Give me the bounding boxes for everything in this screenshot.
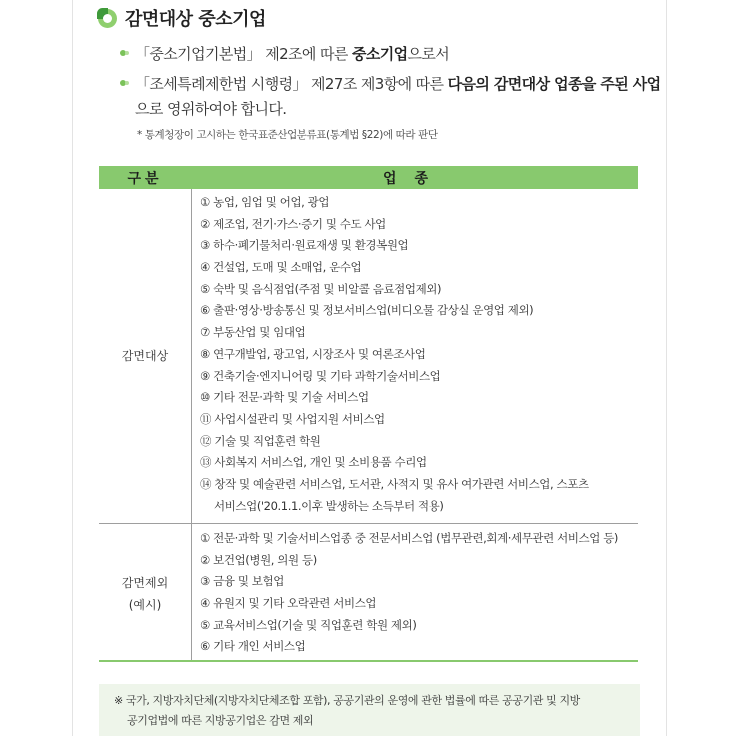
header-category: 구분 — [127, 170, 163, 187]
list-item: ③ 금융 및 보험업 — [200, 574, 284, 589]
requirement-bullet-2 — [120, 72, 661, 97]
list-item: ② 제조업, 전기·가스·증기 및 수도 사업 — [200, 216, 386, 231]
content-frame-right-border — [666, 0, 667, 736]
table-header — [99, 166, 638, 189]
table-bottom-border — [99, 660, 638, 662]
list-item: ⑩ 기타 전문·과학 및 기술 서비스업 — [200, 390, 369, 405]
bullet-dot-icon — [120, 50, 129, 56]
list-item: ④ 건설업, 도매 및 소매업, 운수업 — [200, 260, 362, 275]
list-item: ⑭ 창작 및 예술관련 서비스업, 도서관, 사적지 및 유사 여가관련 서비스업, 스포츠 — [200, 476, 589, 491]
list-item: ⑤ 교육서비스업(기술 및 직업훈련 학원 제외) — [200, 617, 417, 632]
list-item: ⑪ 사업시설관리 및 사업지원 서비스업 — [200, 411, 385, 426]
bullet-1-text: 「중소기업기본법」 제2조에 따른 — [135, 45, 352, 63]
list-item-continuation: 서비스업('20.1.1.이후 발생하는 소득부터 적용) — [214, 498, 444, 513]
classification-note: * 통계청장이 고시하는 한국표준산업분류표(통계법 §22)에 따라 판단 — [137, 129, 438, 141]
bullet-2-text: 「조세특례제한법 시행령」 제27조 제3항에 따른 — [135, 75, 448, 93]
bullet-2-text-line2: 으로 영위하여야 합니다. — [135, 100, 287, 118]
list-item: ⑤ 숙박 및 음식점업(주점 및 비알콜 음료점업제외) — [200, 281, 442, 296]
list-item: ⑧ 연구개발업, 광고업, 시장조사 및 여론조사업 — [200, 346, 426, 361]
exclusion-footnote — [99, 684, 640, 736]
section-title — [98, 6, 266, 30]
list-item: ⑥ 출판·영상·방송통신 및 정보서비스업(비디오물 감상실 운영업 제외) — [200, 303, 534, 318]
section-title-text: 감면대상 중소기업 — [125, 9, 266, 30]
category-excluded — [99, 572, 191, 616]
list-item: ① 전문·과학 및 기술서비스업종 중 전문서비스업 (법무관련,회계·세무관련 서비스업 등) — [200, 531, 618, 545]
list-item: ⑬ 사회복지 서비스업, 개인 및 소비용품 수리업 — [200, 455, 427, 470]
list-item: ② 보건업(병원, 의원 등) — [200, 552, 317, 567]
content-frame-left-border — [72, 0, 73, 736]
bullet-2-bold-text: 다음의 감면대상 업종을 주된 사업 — [447, 75, 661, 93]
excluded-industry-list — [200, 528, 618, 658]
eligible-industry-list — [200, 192, 589, 517]
footnote-line-1: ※ 국가, 지방자치단체(지방자치단체조합 포함), 공공기관의 운영에 관한 법률에 따른 공공기관 및 지방 — [114, 694, 580, 707]
list-item: ⑨ 건축기술·엔지니어링 및 기타 과학기술서비스업 — [200, 368, 441, 383]
list-item: ⑥ 기타 개인 서비스업 — [200, 639, 306, 654]
list-item: ⑫ 기술 및 직업훈련 학원 — [200, 433, 321, 448]
bullet-1-text-end: 으로서 — [407, 45, 450, 63]
requirement-bullet-1 — [120, 42, 449, 67]
bullet-dot-icon — [120, 80, 129, 86]
header-industry: 업종 — [382, 170, 447, 187]
category-excluded-label: 감면제외 — [121, 576, 169, 590]
category-eligible: 감면대상 — [121, 349, 169, 363]
table-column-divider — [191, 189, 192, 661]
list-item: ③ 하수·폐기물처리·원료재생 및 환경복원업 — [200, 238, 409, 253]
list-item: ① 농업, 임업 및 어업, 광업 — [200, 195, 330, 209]
green-circle-icon — [98, 9, 117, 28]
footnote-line-2: 공기업법에 따른 지방공기업은 감면 제외 — [127, 714, 314, 727]
bullet-1-bold-text: 중소기업 — [351, 45, 408, 63]
list-item: ④ 유원지 및 기타 오락관련 서비스업 — [200, 596, 377, 611]
category-excluded-example: (예시) — [128, 598, 162, 612]
table-row-separator — [99, 523, 638, 524]
list-item: ⑦ 부동산업 및 임대업 — [200, 325, 306, 340]
